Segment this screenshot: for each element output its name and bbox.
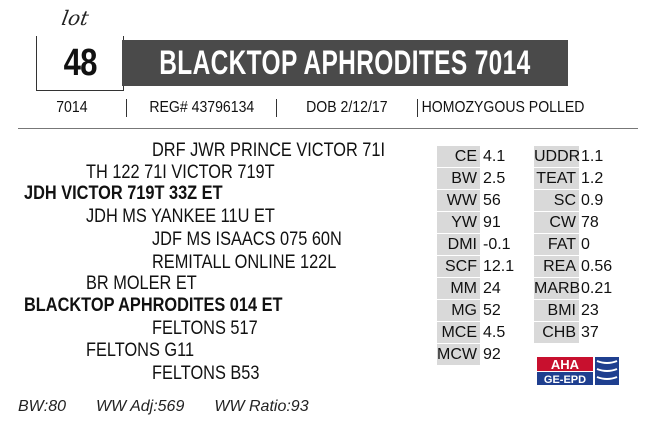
epd-label: MCW <box>437 344 480 365</box>
epd-value: 4.5 <box>483 324 506 341</box>
pedigree-sire-dam: JDH MS YANKEE 11U ET <box>86 206 275 227</box>
epd-value: 2.5 <box>483 170 506 187</box>
epd-label: BW <box>437 168 480 189</box>
date-of-birth: DOB 2/12/17 <box>306 99 388 116</box>
polled-status: HOMOZYGOUS POLLED <box>421 99 585 116</box>
logo-top-text: AHA <box>550 357 580 372</box>
epd-label: CW <box>534 212 579 233</box>
epd-value: 37 <box>581 324 599 341</box>
epd-value: 1.2 <box>581 170 604 187</box>
epd-label: UDDR <box>534 148 581 165</box>
epd-value: 24 <box>483 280 501 297</box>
epd-label: CE <box>437 146 480 167</box>
pedigree-dam-dam: FELTONS G11 <box>86 340 195 361</box>
header-bar <box>122 40 568 86</box>
footer-weaning-weight-adjusted: WW Adj:569 <box>96 398 185 415</box>
epd-row <box>437 212 622 234</box>
animal-name: BLACKTOP APHRODITES 7014 <box>159 43 531 82</box>
epd-label: SCF <box>437 256 480 277</box>
epd-value: 92 <box>483 346 501 363</box>
tattoo: 7014 <box>56 99 88 116</box>
epd-row <box>437 234 622 256</box>
epd-row <box>437 146 622 168</box>
epd-value: 23 <box>581 302 599 319</box>
lot-box <box>36 36 124 91</box>
pedigree-sire-dam-dam: JDF MS ISAACS 075 60N <box>152 229 342 250</box>
epd-label: BMI <box>534 300 579 321</box>
footer <box>18 398 309 416</box>
epd-label: DMI <box>437 234 480 255</box>
pedigree-sire-sire-sire: DRF JWR PRINCE VICTOR 71I <box>152 140 386 161</box>
epd-row <box>437 168 622 190</box>
pedigree-sire-sire: TH 122 71I VICTOR 719T <box>86 162 275 183</box>
epd-value: 56 <box>483 192 501 209</box>
epd-table <box>437 146 622 368</box>
separator <box>126 99 127 117</box>
epd-label: MCE <box>437 322 480 343</box>
epd-value: -0.1 <box>483 236 511 253</box>
epd-value: 12.1 <box>483 258 515 275</box>
pedigree-sire: JDH VICTOR 719T 33Z ET <box>24 183 223 204</box>
epd-row <box>437 322 622 344</box>
lot-label: lot <box>59 6 91 30</box>
epd-value: 0.56 <box>581 258 613 275</box>
footer-weaning-weight-ratio: WW Ratio:93 <box>214 398 309 415</box>
epd-label: MARB <box>534 280 581 297</box>
epd-label: FAT <box>534 234 579 255</box>
info-divider <box>18 128 638 129</box>
epd-row <box>437 278 622 300</box>
epd-label: SC <box>534 190 579 211</box>
epd-label: CHB <box>534 322 579 343</box>
epd-value: 0 <box>581 236 590 253</box>
epd-label: WW <box>437 190 480 211</box>
pedigree-dam-dam-sire: FELTONS 517 <box>152 318 258 339</box>
epd-value: 0.9 <box>581 192 604 209</box>
epd-row <box>437 256 622 278</box>
epd-value: 91 <box>483 214 501 231</box>
aha-ge-epd-logo <box>535 355 621 387</box>
pedigree-dam: BLACKTOP APHRODITES 014 ET <box>24 295 283 316</box>
epd-label: YW <box>437 212 480 233</box>
info-row <box>18 92 588 124</box>
separator <box>417 99 418 117</box>
epd-label: TEAT <box>534 168 579 189</box>
footer-birth-weight: BW:80 <box>18 398 67 415</box>
epd-label: REA <box>534 256 579 277</box>
epd-value: 4.1 <box>483 148 506 165</box>
epd-value: 52 <box>483 302 501 319</box>
epd-row <box>437 300 622 322</box>
lot-number: 48 <box>63 41 97 84</box>
epd-value: 78 <box>581 214 599 231</box>
epd-label: MG <box>437 300 480 321</box>
logo-bottom-text: GE-EPD <box>543 374 587 386</box>
separator <box>276 99 277 117</box>
epd-label: MM <box>437 278 480 299</box>
pedigree-dam-sire-sire: REMITALL ONLINE 122L <box>152 252 337 273</box>
epd-value: 1.1 <box>581 148 604 165</box>
epd-value: 0.21 <box>581 280 613 297</box>
registration-number: REG# 43796134 <box>149 99 254 116</box>
epd-row <box>437 190 622 212</box>
pedigree-dam-dam-dam: FELTONS B53 <box>152 363 260 384</box>
pedigree-dam-sire: BR MOLER ET <box>86 273 197 294</box>
